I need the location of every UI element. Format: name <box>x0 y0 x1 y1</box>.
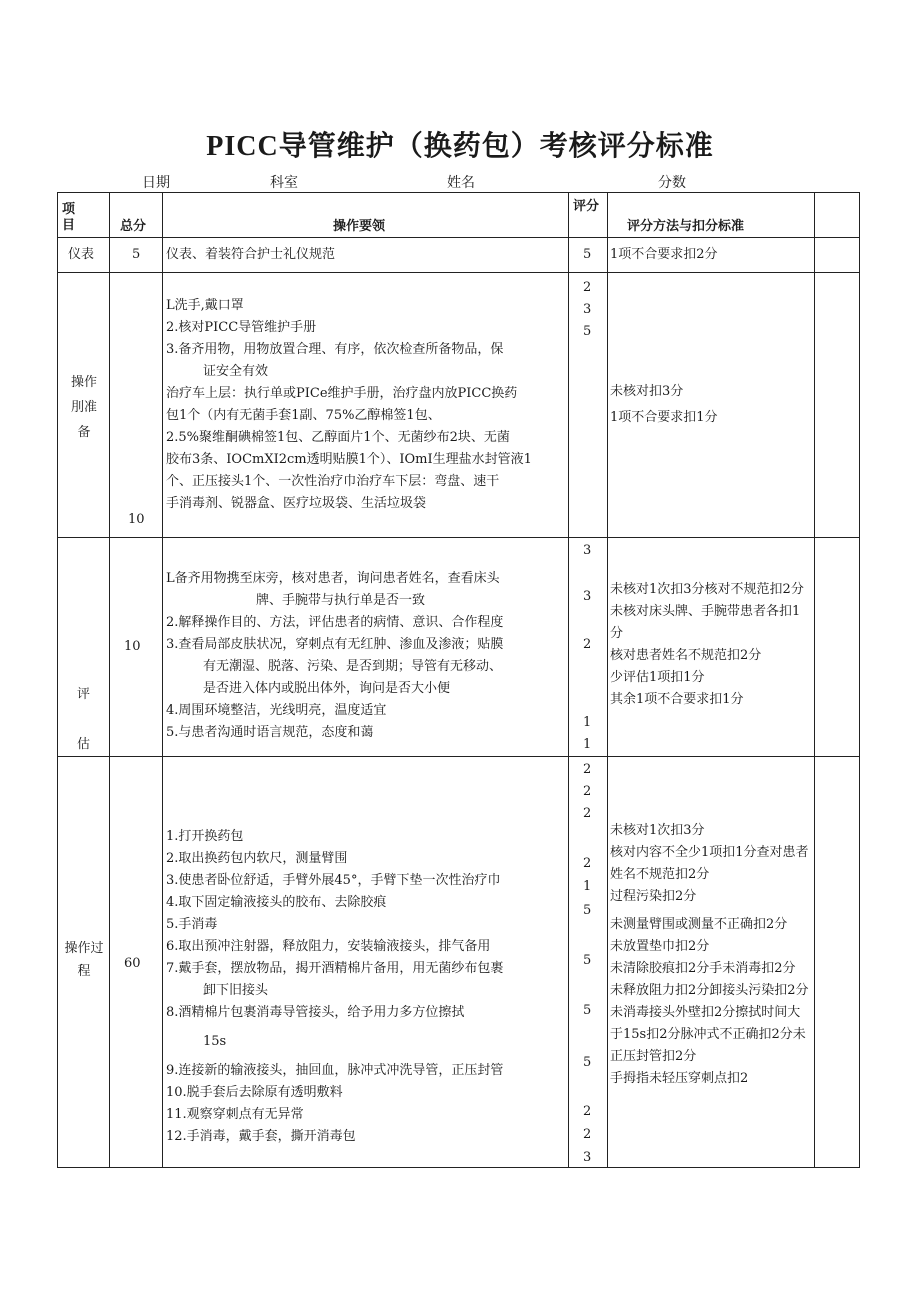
step-line: 4.周围环境整洁，光线明亮，温度适宜 <box>166 703 387 718</box>
score-value: 2 <box>583 1127 592 1142</box>
name-label: 姓名 <box>447 175 475 191</box>
step-line: 6.取出预冲注射器，释放阻力，安装输液接头，排气备用 <box>166 939 491 954</box>
step-line: 2.5%聚维酮碘棉签1包、乙醇面片1个、无菌纱布2块、无菌 <box>166 430 510 445</box>
steps-cell <box>163 238 569 273</box>
step-line: 2.解释操作目的、方法，评估患者的病情、意识、合作程度 <box>166 615 504 630</box>
criteria-cell <box>608 273 815 538</box>
total-value: 5 <box>132 247 141 262</box>
item-cell <box>58 273 110 538</box>
score-value: 5 <box>583 247 592 262</box>
criteria-cell <box>608 238 815 273</box>
criteria-line: 1项不合要求扣1分 <box>610 410 718 425</box>
criteria-line: 未核对扣3分 <box>610 384 684 399</box>
table-row-assessment <box>58 538 860 757</box>
table-row-preparation <box>58 273 860 538</box>
step-line: 仪表、着装符合护士礼仪规范 <box>166 247 336 262</box>
score-cell <box>569 238 608 273</box>
header-total-cell <box>110 193 163 238</box>
header-item-1: 项 <box>62 202 76 217</box>
criteria-line: 未消毒接头外壁扣2分擦拭时间大于15s扣2分脉冲式不正确扣2分未正压封管扣2分 <box>610 1005 806 1064</box>
score-value: 5 <box>583 324 592 339</box>
criteria-line: 手拇指未轻压穿刺点扣2 <box>610 1071 749 1086</box>
item-label-line: 操作 <box>70 375 97 390</box>
step-line: 1.打开换药包 <box>166 829 244 844</box>
header-item-cell <box>58 193 110 238</box>
score-value: 5 <box>583 953 592 968</box>
table-row-procedure <box>58 757 860 1168</box>
criteria-cell <box>608 757 815 1168</box>
score-value: 1 <box>583 715 592 730</box>
header-blank-cell <box>815 193 860 238</box>
score-value: 5 <box>583 903 592 918</box>
total-cell <box>110 273 163 538</box>
criteria-line: 1项不合要求扣2分 <box>610 247 718 262</box>
step-line: 牌、手腕带与执行单是否一致 <box>256 593 426 608</box>
total-cell <box>110 238 163 273</box>
step-line: 有无潮湿、脱落、污染、是否到期；导管有无移动、 <box>203 659 503 674</box>
criteria-line: 核对内容不全少1项扣1分查对患者姓名不规范扣2分 <box>610 845 809 882</box>
score-value: 3 <box>583 543 592 558</box>
item-label-line: 估 <box>77 737 91 752</box>
score-value: 1 <box>583 879 592 894</box>
item-label-line: 刖准 <box>70 400 97 415</box>
step-line: 10.脱手套后去除原有透明敷料 <box>166 1085 343 1100</box>
criteria-line: 少评估1项扣1分 <box>610 670 705 685</box>
item-label-line: 程 <box>77 964 91 979</box>
criteria-line: 未核对1次扣3分 <box>610 823 705 838</box>
step-line: 包1个（内有无菌手套1副、75%乙醇棉签1包、 <box>166 408 441 423</box>
score-cell <box>569 538 608 757</box>
total-value: 60 <box>124 956 141 971</box>
criteria-cell <box>608 538 815 757</box>
step-line: 卸下旧接头 <box>203 983 269 998</box>
criteria-line: 未清除胶痕扣2分手未消毒扣2分 <box>610 961 796 976</box>
total-value: 10 <box>124 639 141 654</box>
total-cell <box>110 538 163 757</box>
item-cell <box>58 757 110 1168</box>
step-line: 8.酒精棉片包裹消毒导管接头，给予用力多方位擦拭 <box>166 1005 465 1020</box>
score-value: 3 <box>583 1150 592 1165</box>
step-line: 5.与患者沟通时语言规范，态度和蔼 <box>166 725 374 740</box>
steps-cell <box>163 757 569 1168</box>
score-value: 2 <box>583 784 592 799</box>
score-value: 5 <box>583 1055 592 1070</box>
step-line: 4.取下固定输液接头的胶布、去除胶痕 <box>166 895 387 910</box>
item-cell <box>58 538 110 757</box>
score-value: 1 <box>583 737 592 752</box>
score-value: 2 <box>583 1104 592 1119</box>
header-criteria-cell <box>608 193 815 238</box>
step-line: 5.手消毒 <box>166 917 218 932</box>
blank-cell <box>815 757 860 1168</box>
step-line: 治疗车上层：执行单或PICe维护手册，治疗盘内放PICC换药 <box>166 386 518 401</box>
score-value: 5 <box>583 1003 592 1018</box>
item-label-line: 备 <box>77 425 91 440</box>
score-cell <box>569 757 608 1168</box>
total-cell <box>110 757 163 1168</box>
criteria-line: 未核对1次扣3分核对不规范扣2分未核对床头牌、手腕带患者各扣1分 <box>610 582 804 641</box>
page-title <box>0 124 920 164</box>
title-latin: PICC <box>206 131 279 162</box>
blank-cell <box>815 238 860 273</box>
step-line: 12.手消毒，戴手套，撕开消毒包 <box>166 1129 356 1144</box>
step-line: 个、正压接头1个、一次性治疗巾治疗车下层：弯盘、速干 <box>166 474 500 489</box>
scoring-table <box>57 192 860 1168</box>
score-value: 2 <box>583 280 592 295</box>
score-value: 3 <box>583 302 592 317</box>
criteria-line: 核对患者姓名不规范扣2分 <box>610 648 762 663</box>
step-line: 是否进入体内或脱出体外，询问是否大小便 <box>203 681 451 696</box>
step-line: 证安全有效 <box>203 364 269 379</box>
header-total: 总分 <box>120 219 147 234</box>
title-text: 导管维护（换药包）考核评分标准 <box>278 129 714 162</box>
item-label: 仪表 <box>68 247 95 262</box>
step-line: 11.观察穿刺点有无异常 <box>166 1107 304 1122</box>
total-value: 10 <box>128 512 145 527</box>
item-cell <box>58 238 110 273</box>
table-row-appearance <box>58 238 860 273</box>
criteria-line: 未放置垫巾扣2分 <box>610 939 710 954</box>
header-steps-cell <box>163 193 569 238</box>
step-line: L备齐用物携至床旁，核对患者，询问患者姓名，查看床头 <box>166 571 500 586</box>
criteria-line: 过程污染扣2分 <box>610 889 697 904</box>
step-line: 3.查看局部皮肤状况，穿刺点有无红肿、渗血及渗液；贴膜 <box>166 637 504 652</box>
item-label-line: 操作过 <box>64 941 104 956</box>
blank-cell <box>815 273 860 538</box>
item-label-line: 评 <box>77 687 91 702</box>
step-line: 手消毒剂、锐器盒、医疗垃圾袋、生活垃圾袋 <box>166 496 427 511</box>
criteria-line: 未测量臂围或测量不正确扣2分 <box>610 917 788 932</box>
step-line: 胶布3条、IOCmXI2cm透明贴膜1个）、IOmI生理盐水封管液1 <box>166 452 532 467</box>
steps-cell <box>163 273 569 538</box>
header-criteria: 评分方法与扣分标准 <box>627 219 745 234</box>
blank-cell <box>815 538 860 757</box>
step-line: L洗手,戴口罩 <box>166 298 244 313</box>
score-value: 2 <box>583 637 592 652</box>
steps-cell <box>163 538 569 757</box>
criteria-line: 未释放阻力扣2分卸接头污染扣2分 <box>610 983 809 998</box>
criteria-line: 其余1项不合要求扣1分 <box>610 692 744 707</box>
dept-label: 科室 <box>270 175 298 191</box>
step-line: 3.使患者卧位舒适，手臂外展45°，手臂下垫一次性治疗巾 <box>166 873 501 888</box>
header-score-cell <box>569 193 608 238</box>
table-header <box>58 193 860 238</box>
score-value: 2 <box>583 762 592 777</box>
header-item-2: 目 <box>62 218 76 233</box>
date-label: 日期 <box>142 175 170 191</box>
header-steps: 操作要领 <box>333 219 386 234</box>
step-line: 2.取出换药包内软尺，测量臂围 <box>166 851 348 866</box>
step-line: 3.备齐用物，用物放置合理、有序，依次检查所备物品，保 <box>166 342 504 357</box>
step-line: 9.连接新的输液接头，抽回血，脉冲式冲洗导管，正压封管 <box>166 1063 504 1078</box>
score-value: 3 <box>583 589 592 604</box>
step-line: 7.戴手套，摆放物品，揭开酒精棉片备用，用无菌纱布包裹 <box>166 961 504 976</box>
step-line: 15s <box>203 1034 227 1049</box>
score-value: 2 <box>583 856 592 871</box>
step-line: 2.核对PICC导管维护手册 <box>166 320 317 335</box>
header-score: 评分 <box>573 199 600 214</box>
score-value: 2 <box>583 806 592 821</box>
score-label: 分数 <box>658 175 686 191</box>
score-cell <box>569 273 608 538</box>
